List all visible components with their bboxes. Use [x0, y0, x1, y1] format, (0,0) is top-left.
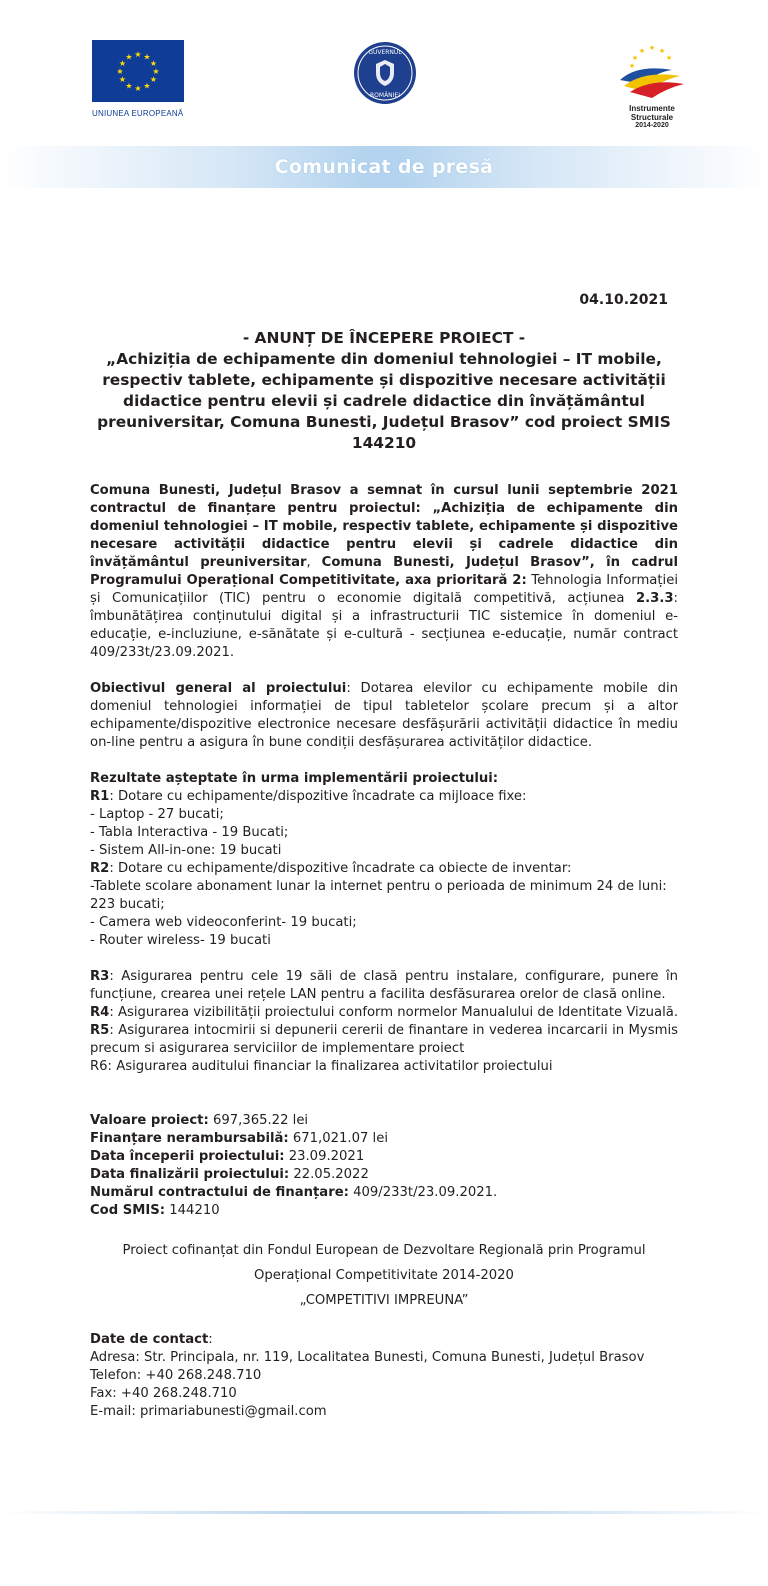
footer-divider [0, 1511, 768, 1514]
results-heading: Rezultate așteptate în urma implementării proiectului: [90, 771, 499, 786]
objective-text: : Dotarea elevilor cu echipamente mobile din domeniul tehnologiei informației de tipul tabletelor școlare precum și a altor echipamente/dispozitive electronice necesare desfășurării activității didactice în mediu on-line pentru a asigura în bune condiții desfășurarea activităților didactice. [90, 681, 679, 750]
contact-phone: Telefon: +40 268.248.710 [90, 1368, 262, 1383]
headline-project-title: „Achiziția de echipamente din domeniul tehnologiei – IT mobile, respectiv tablete, echipamente și dispozitive necesare activității didactice pentru elevii și cadrele didactice din învățământul preuniversitar, Comuna Bunesti, Județul Brasov” cod proiect SMIS 144210 [97, 350, 671, 452]
results-section [90, 770, 678, 1076]
svg-text:★: ★ [125, 52, 133, 62]
structural-instruments-icon [612, 40, 692, 102]
r4-text: : Asigurarea vizibilității proiectului conform normelor Manualului de Identitate Vizuală. [109, 1005, 679, 1020]
cofinancing-line: Operațional Competitivitate 2014-2020 [254, 1268, 514, 1283]
headline-announcement: - ANUNȚ DE ÎNCEPERE PROIECT - [242, 329, 526, 347]
r2-label: R2 [90, 861, 110, 876]
r1-item: - Tabla Interactiva - 19 Bucati; [90, 825, 289, 840]
eu-caption: UNIUNEA EUROPEANĂ [92, 109, 184, 118]
contact-section: Date de contact: Adresa: Str. Principala, nr. 119, Localitatea Bunesti, Comuna Bunesti, Județul Brasov Telefon: +40 268.248.710 Fax: +40 268.248.710 E-mail: primariabunesti@gmail.com [90, 1331, 678, 1421]
intro-paragraph [90, 482, 678, 662]
svg-text:★: ★ [648, 44, 656, 52]
objective-label: Obiectivul general al proiectului [90, 681, 347, 696]
cofinancing-slogan: „COMPETITIVI IMPREUNA” [299, 1293, 469, 1308]
logo-strip [0, 40, 768, 140]
intro-text-1: Tehnologia Informației și Comunicațiilor (TIC) pentru o economie digitală competitivă, acțiunea [90, 573, 678, 606]
release-date: 04.10.2021 [579, 292, 668, 308]
eu-logo [92, 40, 184, 123]
summary-row: Valoare proiect: 697,365.22 lei [90, 1113, 309, 1128]
intro-text-2: : îmbunătățirea conținutului digital și a infrastructurii TIC sistemice în domeniul e-educație, e-incluziune, e-sănătate și e-cultură - secțiunea e-educație, număr contract 409/233t/23.09.2021. [90, 591, 678, 660]
svg-text:★: ★ [665, 54, 673, 62]
cofinancing-note [90, 1238, 678, 1313]
intro-comma: , [306, 555, 322, 570]
svg-text:★: ★ [638, 47, 646, 55]
contact-address: Adresa: Str. Principala, nr. 119, Localitatea Bunesti, Comuna Bunesti, Județul Brasov [90, 1350, 645, 1365]
structural-instruments-logo [612, 40, 692, 130]
svg-text:★: ★ [116, 67, 124, 76]
summary-row: Numărul contractului de finanțare: 409/233t/23.09.2021. [90, 1185, 498, 1200]
r5-text: : Asigurarea intocmirii si depunerii cererii de finantare in vederea incarcarii in Mysmis precum si asigurarea serviciilor de implementare proiect [90, 1023, 678, 1056]
cofinancing-line: Proiect cofinanțat din Fondul European de Dezvoltare Regională prin Programul [122, 1243, 646, 1258]
svg-text:★: ★ [143, 81, 151, 91]
r2-item: - Router wireless- 19 bucati [90, 933, 271, 948]
r3-label: R3 [90, 969, 110, 984]
structural-instruments-caption: Instrumente Structurale [629, 104, 675, 122]
structural-instruments-years: 2014-2020 [635, 122, 669, 129]
intro-bold-3: 2.3.3 [635, 591, 674, 606]
r2-item: - Camera web videoconferint- 19 bucati; [90, 915, 357, 930]
svg-text:★: ★ [125, 81, 133, 91]
svg-text:★: ★ [118, 75, 127, 84]
svg-text:★: ★ [152, 67, 160, 76]
svg-text:GUVERNUL: GUVERNUL [368, 49, 402, 56]
svg-text:★: ★ [143, 52, 151, 62]
contact-email[interactable]: E-mail: primariabunesti@gmail.com [90, 1404, 327, 1419]
r6-text: R6: Asigurarea auditului financiar la finalizarea activitatilor proiectului [90, 1059, 553, 1074]
press-release-banner [0, 146, 768, 188]
romanian-government-seal-icon [352, 40, 418, 106]
r2-text: : Dotare cu echipamente/dispozitive încadrate ca obiecte de inventar: [109, 861, 572, 876]
svg-text:★: ★ [631, 54, 639, 62]
r1-label: R1 [90, 789, 110, 804]
svg-text:★: ★ [134, 84, 142, 93]
summary-row: Cod SMIS: 144210 [90, 1203, 220, 1218]
svg-text:★: ★ [658, 47, 666, 55]
svg-text:★: ★ [149, 75, 158, 84]
summary-row: Data finalizării proiectului: 22.05.2022 [90, 1167, 369, 1182]
intro-bold-2: Comuna Bunesti, Județul Brasov”, în cadrul Programului Operațional Competitivitate, axa prioritară 2: [90, 555, 678, 588]
banner-title: Comunicat de presă [274, 156, 494, 178]
contact-heading: Date de contact [90, 1332, 209, 1347]
r4-label: R4 [90, 1005, 110, 1020]
svg-text:★: ★ [118, 59, 127, 68]
contact-fax: Fax: +40 268.248.710 [90, 1386, 237, 1401]
objective-paragraph [90, 680, 678, 752]
eu-flag-icon [92, 40, 184, 102]
svg-text:ROMÂNIEI: ROMÂNIEI [370, 92, 400, 99]
r5-label: R5 [90, 1023, 110, 1038]
project-summary [90, 1112, 678, 1220]
r1-text: : Dotare cu echipamente/dispozitive încadrate ca mijloace fixe: [109, 789, 527, 804]
article-body [90, 482, 678, 1421]
r1-item: - Sistem All-in-one: 19 bucati [90, 843, 282, 858]
summary-row: Data începerii proiectului: 23.09.2021 [90, 1149, 365, 1164]
svg-text:★: ★ [628, 62, 636, 70]
intro-bold-1: Comuna Bunesti, Județul Brasov a semnat în cursul lunii septembrie 2021 contractul de finanțare pentru proiectul: „Achiziția de echipamente din domeniul tehnologiei – IT mobile, respectiv tablete, echipamente și dispozitive necesare activității didactice pentru elevii și cadrele didactice din învățământul preuniversitar [90, 483, 678, 570]
headline [90, 328, 678, 454]
r2-item: -Tablete scolare abonament lunar la internet pentru o perioada de minimum 24 de luni: 223 bucati; [90, 879, 667, 912]
r3-text: : Asigurarea pentru cele 19 săli de clasă pentru instalare, configurare, punere în funcțiune, crearea unei rețele LAN pentru a facilita desfăsurarea orelor de clasă online. [90, 969, 678, 1002]
svg-text:★: ★ [149, 59, 158, 68]
svg-text:★: ★ [134, 50, 142, 59]
r1-item: - Laptop - 27 bucati; [90, 807, 224, 822]
summary-row: Finanțare nerambursabilă: 671,021.07 lei [90, 1131, 388, 1146]
